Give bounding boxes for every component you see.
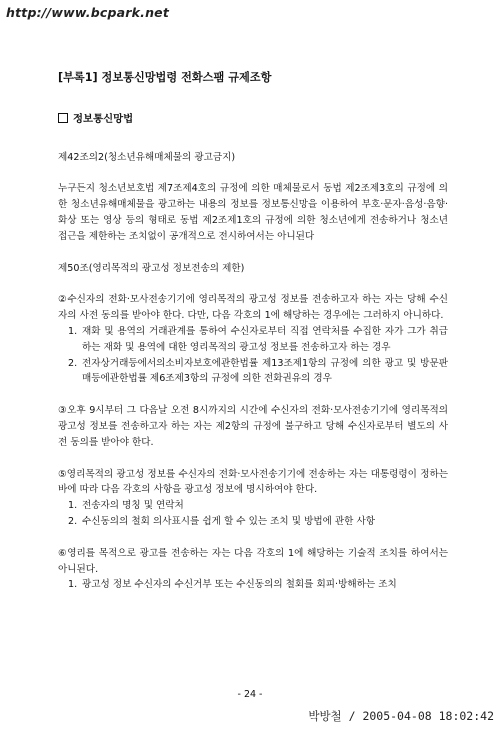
article-50-heading: 제50조(영리목적의 광고성 정보전송의 제한): [58, 262, 245, 274]
article-50-clause-2: [58, 292, 448, 387]
list-item-text: 광고성 정보 수신자의 수신거부 또는 수신동의의 철회를 회피·방해하는 조치: [82, 579, 397, 591]
list-item-number: 1.: [68, 500, 78, 512]
document-page: [58, 70, 448, 593]
document-title: [부록1] 정보통신망법령 전화스팸 규제조항: [58, 71, 272, 84]
section-heading-label: 정보통신망법: [73, 112, 134, 125]
list-item-number: 2.: [68, 515, 78, 527]
list-item-number: 1.: [68, 325, 78, 337]
list-item-text: 전자상거래등에서의소비자보호에관한법률 제13조제1항의 규정에 의한 광고 및 방문판매등에관한법률 제6조제3항의 규정에 의한 전화권유의 경우: [82, 357, 448, 385]
author-timestamp: 박방철 / 2005-04-08 18:02:42: [308, 709, 494, 723]
list-item-text: 전송자의 명칭 및 연락처: [82, 500, 184, 512]
list-item-text: 수신동의의 철회 의사표시를 쉽게 할 수 있는 조치 및 방법에 관한 사항: [82, 515, 376, 527]
section-heading: [58, 112, 448, 128]
list-item: [68, 514, 448, 530]
list-item-number: 1.: [68, 579, 78, 591]
article-42-2-body: 누구든지 청소년보호법 제7조제4호의 규정에 의한 매체물로서 동법 제2조제3호의 규정에 의한 청소년유해매체물을 광고하는 내용의 정보를 정보통신망을 이용하여 부호·문자·음성·음향·화상 또는 영상 등의 형태로 동법 제2조제1호의 규정에 의한 청소년에게 전송하거나 청소년 접근을 제한하는 조치없이 공개적으로 전시하여서는 아니된다: [58, 183, 448, 242]
article-50-clause-6: [58, 546, 448, 593]
clause-5-text: ⑤영리목적의 광고성 정보를 수신자의 전화·모사전송기기에 전송하는 자는 대통령령이 정하는 바에 따라 다음 각호의 사항을 광고성 정보에 명시하여야 한다.: [58, 468, 448, 496]
list-item: [68, 498, 448, 514]
list-item: [68, 577, 448, 593]
clause-2-text: ②수신자의 전화·모사전송기기에 영리목적의 광고성 정보를 전송하고자 하는 자는 당해 수신자의 사전 동의를 받아야 한다. 다만, 다음 각호의 1에 해당하는 경우에는 그러하지 아니하다.: [58, 294, 448, 322]
watermark-url: http://www.bcpark.net: [6, 5, 170, 20]
page-number: - 24 -: [237, 689, 263, 700]
list-item-number: 2.: [68, 357, 78, 369]
checkbox-square-icon: [58, 113, 68, 123]
list-item: [68, 356, 448, 388]
article-50-clause-5: [58, 467, 448, 530]
list-item: [68, 324, 448, 356]
list-item-text: 재화 및 용역의 거래관계를 통하여 수신자로부터 직접 연락처를 수집한 자가 그가 취급하는 재화 및 용역에 대한 영리목적의 광고성 정보를 전송하고자 하는 경우: [82, 325, 448, 353]
article-42-2-heading: 제42조의2(청소년유해매체물의 광고금지): [58, 151, 236, 163]
article-50-clause-3: ③오후 9시부터 그 다음날 오전 8시까지의 시간에 수신자의 전화·모사전송기기에 영리목적의 광고성 정보를 전송하고자 하는 자는 제2항의 규정에 불구하고 당해 수신자로부터 별도의 사전 동의를 받아야 한다.: [58, 405, 448, 448]
clause-6-text: ⑥영리를 목적으로 광고를 전송하는 자는 다음 각호의 1에 해당하는 기술적 조치를 하여서는 아니된다.: [58, 547, 448, 575]
